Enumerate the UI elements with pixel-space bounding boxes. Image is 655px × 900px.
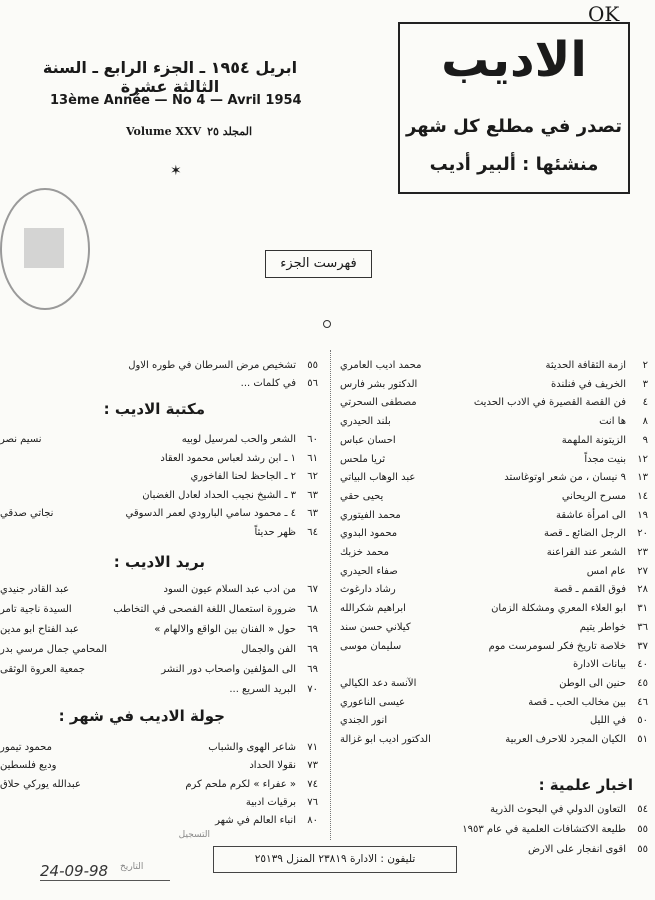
toc-entry bbox=[340, 619, 648, 637]
section-heading: اخبار علمية : bbox=[538, 776, 633, 794]
registration-label: التسجيل bbox=[178, 830, 210, 840]
toc-entry bbox=[0, 812, 318, 830]
page-number: ٢ bbox=[642, 360, 648, 371]
toc-entry bbox=[340, 694, 648, 712]
toc-entry bbox=[340, 638, 648, 656]
entry-title: الى المؤلفين واصحاب دور النشر bbox=[161, 664, 296, 675]
page-number: ١٣ bbox=[637, 472, 648, 484]
page-number: ٤٥ bbox=[637, 677, 648, 689]
volume-ar: المجلد ٢٥ bbox=[207, 125, 253, 138]
registration-date-label: التاريخ bbox=[120, 862, 144, 872]
toc-entry bbox=[0, 794, 318, 812]
entry-title: ٤ ـ محمود سامي البارودي لعمر الدسوقي bbox=[125, 508, 296, 520]
entry-author: بلند الحيدري bbox=[340, 416, 391, 428]
toc-entry bbox=[340, 451, 648, 469]
page-number: ٨٠ bbox=[307, 815, 318, 827]
toc-entry bbox=[0, 524, 318, 542]
entry-title: ٣ ـ الشيخ نجيب الحداد لعادل الغضبان bbox=[142, 489, 296, 501]
toc-entry bbox=[0, 601, 318, 619]
entry-title: عام امس bbox=[586, 565, 626, 577]
magazine-founder: منشئها : ألبير أديب bbox=[429, 154, 599, 175]
entry-author: عيسى الناعوري bbox=[340, 696, 406, 708]
entry-author: انور الجندي bbox=[340, 715, 388, 727]
entry-title: بيانات الادارة bbox=[572, 659, 626, 671]
entry-title: ابو العلاء المعري ومشكلة الزمان bbox=[491, 603, 626, 615]
page-number: ٦٩ bbox=[307, 624, 318, 635]
page-number: ٦٤ bbox=[307, 527, 318, 538]
masthead-logo bbox=[398, 22, 630, 194]
toc-entry bbox=[0, 375, 318, 393]
toc-entry bbox=[340, 488, 648, 506]
entry-author: نجاتي صدقي bbox=[0, 508, 54, 520]
page-number: ٥٥ bbox=[637, 824, 648, 835]
entry-title: الشعر عند الفراعنة bbox=[546, 547, 626, 558]
entry-title: انباء العالم في شهر bbox=[215, 815, 296, 827]
entry-author: عبد الوهاب البياتي bbox=[340, 472, 416, 484]
entry-title: في كلمات ... bbox=[240, 378, 296, 389]
entry-title: طليعة الاكتشافات العلمية في عام ١٩٥٣ bbox=[462, 824, 626, 835]
entry-author: مصطفى السحرتي bbox=[340, 397, 417, 409]
entry-title: الفن والجمال bbox=[241, 644, 296, 655]
toc-entry bbox=[340, 507, 648, 525]
page-number: ٢٨ bbox=[637, 584, 648, 596]
toc-entry bbox=[340, 600, 648, 618]
toc-entry bbox=[340, 376, 648, 394]
entry-author: عبد القادر جنيدي bbox=[0, 584, 70, 595]
section-heading: جولة الاديب في شهر : bbox=[58, 707, 225, 725]
entry-title: مسرح الريحاني bbox=[561, 490, 626, 502]
volume-fr: Volume XXV bbox=[126, 125, 202, 138]
section-heading: بريد الاديب : bbox=[113, 553, 205, 571]
page-number: ٩ bbox=[642, 434, 648, 446]
page-number: ٦٢ bbox=[307, 471, 318, 483]
page-number: ٧١ bbox=[307, 742, 318, 753]
toc-entry bbox=[340, 821, 648, 839]
page-number: ٥١ bbox=[637, 734, 648, 745]
entry-author: صفاء الحيدري bbox=[340, 565, 398, 577]
entry-title: خواطر يتيم bbox=[579, 621, 626, 633]
entry-title: تشخيص مرض السرطان في طوره الاول bbox=[128, 360, 296, 371]
page-number: ١٤ bbox=[637, 490, 648, 502]
entry-title: خلاصة تاريخ فكر لسومرست موم bbox=[488, 640, 626, 652]
entry-title: برقيات ادبية bbox=[245, 796, 296, 808]
entry-author: محمود البدوي bbox=[340, 528, 398, 540]
page-number: ٣٦ bbox=[637, 621, 648, 633]
page-number: ٢٠ bbox=[637, 528, 648, 540]
toc-entry bbox=[0, 505, 318, 523]
entry-author: يحيى حقي bbox=[340, 490, 384, 502]
handwritten-ok-mark: OK bbox=[588, 2, 620, 26]
entry-title: حنين الى الوطن bbox=[559, 677, 626, 689]
page-number: ١٢ bbox=[637, 453, 648, 465]
section-heading: مكتبة الاديب : bbox=[103, 400, 205, 418]
entry-title: فوق القمم ـ قصة bbox=[553, 584, 626, 596]
page-number: ٥٥ bbox=[307, 360, 318, 371]
toc-entry bbox=[0, 431, 318, 449]
toc-entry bbox=[340, 432, 648, 450]
entry-author: المحامي جمال مرسي بدر bbox=[0, 644, 108, 655]
toc-entry bbox=[340, 581, 648, 599]
toc-entry bbox=[0, 450, 318, 468]
circle-ornament bbox=[323, 320, 331, 328]
toc-entry bbox=[340, 357, 648, 375]
entry-author: احسان عباس bbox=[340, 434, 396, 446]
toc-entry bbox=[340, 563, 648, 581]
issue-arabic-line: ابريل ١٩٥٤ ـ الجزء الرابع ـ السنة الثالثة عشرة bbox=[42, 58, 298, 96]
entry-title: البريد السريع ... bbox=[229, 684, 296, 695]
toc-entry bbox=[0, 776, 318, 794]
entry-title: من ادب عبد السلام عيون السود bbox=[163, 584, 296, 595]
toc-entry bbox=[340, 731, 648, 749]
page-number: ٢٣ bbox=[637, 547, 648, 558]
library-stamp bbox=[0, 188, 90, 310]
page-number: ٣٧ bbox=[637, 640, 648, 652]
entry-author: عبد الفتاح ابو مدين bbox=[0, 624, 79, 635]
page-number: ٧٣ bbox=[307, 760, 318, 772]
toc-entry bbox=[340, 712, 648, 730]
page-number: ٥٦ bbox=[307, 378, 318, 389]
phone-box: تليفون : الادارة ٢٣٨١٩ المنزل ٢٥١٣٩ bbox=[213, 846, 457, 873]
entry-author: الآنسة دعد الكيالي bbox=[340, 677, 417, 689]
entry-author: الدكتور بشر فارس bbox=[340, 378, 418, 390]
toc-entry bbox=[0, 357, 318, 375]
entry-author: نسيم نصر bbox=[0, 434, 42, 445]
toc-entry bbox=[340, 656, 648, 674]
toc-entry bbox=[340, 801, 648, 819]
page-number: ٥٠ bbox=[637, 715, 648, 727]
entry-author: وديع فلسطين bbox=[0, 760, 57, 772]
entry-author: سليمان موسى bbox=[340, 640, 402, 652]
entry-title: الشعر والحب لمرسيل لوبيه bbox=[181, 434, 296, 445]
page-number: ٤٦ bbox=[637, 696, 648, 708]
toc-entry bbox=[0, 581, 318, 599]
page-number: ٤٠ bbox=[637, 659, 648, 671]
entry-title: ١ ـ ابن رشد لعباس محمود العقاد bbox=[160, 452, 296, 464]
page-number: ٤ bbox=[642, 397, 648, 409]
registration-date: 24-09-98 bbox=[40, 862, 170, 881]
entry-author: السيدة ناجية تامر bbox=[0, 604, 72, 615]
entry-title: الكيان المجرد للاحرف العربية bbox=[505, 734, 626, 745]
magazine-subtitle: تصدر في مطلع كل شهر bbox=[406, 116, 622, 137]
entry-title: ٢ ـ الجاحظ لحنا الفاخوري bbox=[190, 471, 296, 483]
entry-author: محمد اديب العامري bbox=[340, 360, 422, 371]
toc-entry bbox=[340, 544, 648, 562]
entry-author: رشاد دارغوث bbox=[340, 584, 396, 596]
entry-title: ازمة الثقافة الحديثة bbox=[545, 360, 626, 371]
entry-title: ٩ نيسان ، من شعر اوتوغاستد bbox=[504, 472, 626, 484]
star-ornament: ✶ bbox=[170, 163, 182, 179]
page-number: ٦٨ bbox=[307, 604, 318, 615]
page-number: ٧٠ bbox=[307, 684, 318, 695]
page-number: ٦٣ bbox=[307, 508, 318, 520]
toc-entry bbox=[340, 525, 648, 543]
page-number: ٨ bbox=[642, 416, 648, 428]
entry-title: بين مخالب الحب ـ قصة bbox=[528, 696, 626, 708]
issue-french-line: 13ème Année — No 4 — Avril 1954 bbox=[50, 93, 302, 108]
entry-title: الزيتونة الملهمة bbox=[561, 434, 626, 446]
page-number: ٦١ bbox=[307, 452, 318, 464]
column-divider bbox=[330, 350, 331, 840]
page-number: ٥٥ bbox=[637, 844, 648, 855]
toc-entry bbox=[340, 394, 648, 412]
entry-author: الدكتور اديب ابو غزالة bbox=[340, 734, 431, 745]
entry-title: اقوى انفجار على الارض bbox=[527, 844, 626, 855]
entry-title: في الليل bbox=[589, 715, 626, 727]
page-number: ٦٩ bbox=[307, 644, 318, 655]
entry-author: محمد الفيتوري bbox=[340, 509, 401, 521]
entry-author: جمعية العروة الوثقى bbox=[0, 664, 85, 675]
page-number: ٣ bbox=[642, 378, 648, 390]
page-number: ٢٧ bbox=[637, 565, 648, 577]
page-number: ١٩ bbox=[637, 509, 648, 521]
toc-entry bbox=[0, 641, 318, 659]
entry-author: عبدالله يوركي حلاق bbox=[0, 778, 81, 790]
toc-entry bbox=[340, 675, 648, 693]
toc-entry bbox=[0, 681, 318, 699]
entry-title: ظهر حديثاً bbox=[254, 527, 296, 538]
page-number: ٣١ bbox=[637, 603, 648, 615]
entry-title: الخريف في فنلندة bbox=[550, 378, 626, 390]
entry-title: ها انت bbox=[599, 416, 626, 428]
entry-title: بنيت مجداً bbox=[584, 453, 626, 465]
entry-title: الى امرأة عاشقة bbox=[556, 509, 626, 521]
entry-title: شاعر الهوى والشباب bbox=[208, 742, 296, 753]
entry-author: ثريا ملحس bbox=[340, 453, 386, 465]
toc-entry bbox=[0, 487, 318, 505]
entry-title: التعاون الدولي في البحوث الذرية bbox=[490, 804, 626, 815]
stamp-emblem-icon bbox=[24, 228, 64, 268]
toc-entry bbox=[0, 661, 318, 679]
toc-entry bbox=[0, 739, 318, 757]
entry-title: ضرورة استعمال اللغة الفصحى في التخاطب bbox=[113, 604, 296, 615]
volume-line bbox=[120, 125, 252, 138]
toc-title: فهرست الجزء bbox=[265, 250, 372, 278]
magazine-title: الاديب bbox=[441, 32, 587, 88]
toc-entry bbox=[340, 413, 648, 431]
entry-author: كيلاني حسن سند bbox=[340, 621, 411, 633]
entry-author: محمد خزبك bbox=[340, 547, 389, 558]
entry-author: محمود تيمور bbox=[0, 742, 52, 753]
page-number: ٧٤ bbox=[307, 778, 318, 790]
toc-entry bbox=[340, 469, 648, 487]
toc-entry bbox=[0, 757, 318, 775]
entry-title: نقولا الحداد bbox=[249, 760, 296, 772]
page-number: ٦٣ bbox=[307, 489, 318, 501]
page-number: ٦٩ bbox=[307, 664, 318, 675]
page-number: ٦٧ bbox=[307, 584, 318, 595]
toc-entry bbox=[0, 621, 318, 639]
entry-author: ابراهيم شكرالله bbox=[340, 603, 406, 615]
page-number: ٧٦ bbox=[307, 796, 318, 808]
entry-title: الرجل الضائع ـ قصة bbox=[543, 528, 626, 540]
page-number: ٦٠ bbox=[307, 434, 318, 445]
toc-entry bbox=[0, 468, 318, 486]
entry-title: حول « الفنان بين الواقع والالهام » bbox=[154, 624, 296, 635]
page-number: ٥٤ bbox=[637, 804, 648, 815]
entry-title: « عفراء » لكرم ملحم كرم bbox=[185, 778, 296, 790]
entry-title: فن القصة القصيرة في الادب الحديث bbox=[473, 397, 626, 409]
